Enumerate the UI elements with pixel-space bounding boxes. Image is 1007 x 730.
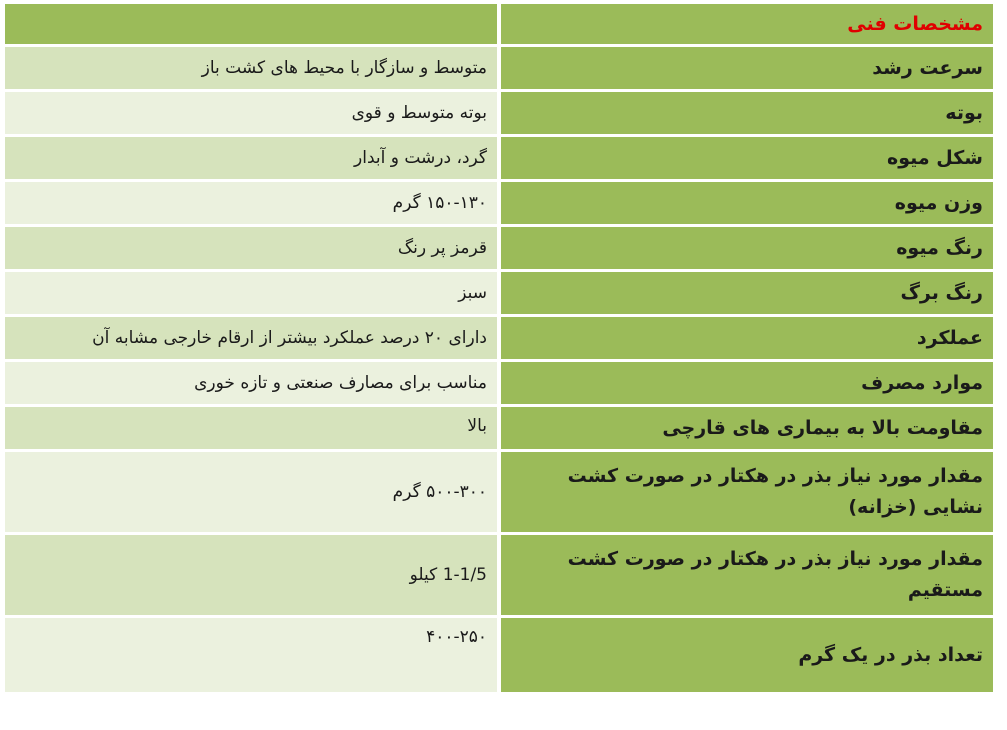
row-label: بوته	[501, 92, 993, 134]
table-row	[5, 407, 993, 449]
table-row	[5, 92, 993, 134]
row-label: رنگ میوه	[501, 227, 993, 269]
row-value: متوسط و سازگار با محیط های کشت باز	[5, 47, 497, 89]
row-value: گرد، درشت و آبدار	[5, 137, 497, 179]
table-row	[5, 272, 993, 314]
table-row	[5, 137, 993, 179]
row-value: دارای ۲۰ درصد عملکرد بیشتر از ارقام خارجی مشابه آن	[5, 317, 497, 359]
spec-table	[1, 1, 997, 695]
table-row	[5, 227, 993, 269]
row-value: 1-1/5 کیلو	[5, 535, 497, 615]
row-label: تعداد بذر در یک گرم	[501, 618, 993, 692]
row-value: سبز	[5, 272, 497, 314]
row-value: مناسب برای مصارف صنعتی و تازه خوری	[5, 362, 497, 404]
table-row	[5, 452, 993, 532]
table-row	[5, 618, 993, 692]
header-label-cell	[501, 4, 993, 44]
row-label: مقدار مورد نیاز بذر در هکتار در صورت کشت نشایی (خزانه)	[501, 452, 993, 532]
row-label: سرعت رشد	[501, 47, 993, 89]
row-value: قرمز پر رنگ	[5, 227, 497, 269]
header-value-cell	[5, 4, 497, 44]
row-label: عملکرد	[501, 317, 993, 359]
table-row	[5, 535, 993, 615]
table-row	[5, 317, 993, 359]
row-value: ۴۰۰-۲۵۰	[5, 618, 497, 692]
row-label: وزن میوه	[501, 182, 993, 224]
table-title: مشخصات فنی	[847, 12, 983, 35]
row-value: بالا	[5, 407, 497, 449]
table-row	[5, 47, 993, 89]
table-row	[5, 182, 993, 224]
row-label: رنگ برگ	[501, 272, 993, 314]
table-header-row	[5, 4, 993, 44]
row-label: موارد مصرف	[501, 362, 993, 404]
row-label: مقاومت بالا به بیماری های قارچی	[501, 407, 993, 449]
row-value: ۱۵۰-۱۳۰ گرم	[5, 182, 497, 224]
table-row	[5, 362, 993, 404]
row-value: ۵۰۰-۳۰۰ گرم	[5, 452, 497, 532]
row-label: مقدار مورد نیاز بذر در هکتار در صورت کشت مستقیم	[501, 535, 993, 615]
row-label: شکل میوه	[501, 137, 993, 179]
row-value: بوته متوسط و قوی	[5, 92, 497, 134]
